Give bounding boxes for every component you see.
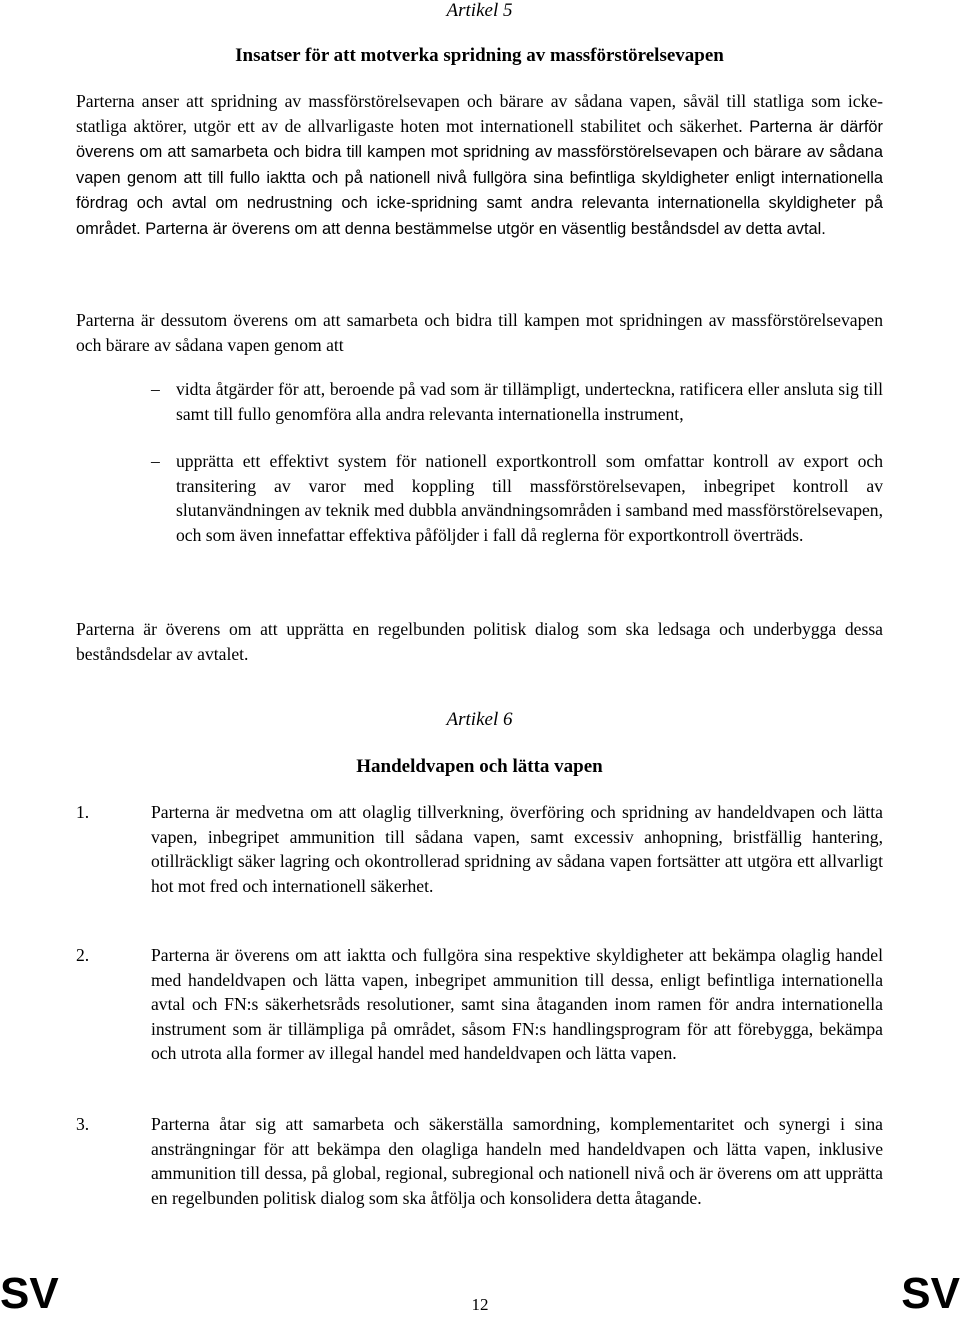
article-5-paragraph-2: Parterna är dessutom överens om att samarbeta och bidra till kampen mot spridningen av massförstörelsevapen och bärare av sådana vapen genom att xyxy=(76,310,883,355)
article-5-paragraph-3: Parterna är överens om att upprätta en regelbunden politisk dialog som ska ledsaga och underbygga dessa beståndsdelar av avtalet. xyxy=(76,619,883,664)
page-number: 12 xyxy=(471,1295,489,1314)
list-item xyxy=(76,449,883,547)
bullet-dash: – xyxy=(151,451,160,471)
article-6-heading: Handeldvapen och lätta vapen xyxy=(356,756,603,777)
article-5-paragraph-1-serif: Parterna anser att spridning av massförstörelsevapen och bärare av sådana vapen, såväl till statliga som icke-statliga aktörer, utgör ett av de allvarligaste hoten mot internationell stabilitet och säkerhet. xyxy=(76,91,883,136)
footer-language-code-left: SV xyxy=(0,1269,59,1318)
article-6-item-1 xyxy=(76,800,883,898)
item-text: Parterna är överens om att iaktta och fullgöra sina respektive skyldigheter att bekämpa olaglig handel med handeldvapen och lätta vapen, inbegripet ammunition till dessa, enligt befintliga internationella avtal och FN:s säkerhetsråds resolutioner, samt sina åtaganden inom ramen för andra internationella instrument som är tillämpliga på området, såsom FN:s handlingsprogram för att förebygga, bekämpa och utrota alla former av illegal handel med handeldvapen och lätta vapen. xyxy=(151,945,883,1063)
article-5-heading: Insatser för att motverka spridning av massförstörelsevapen xyxy=(235,45,724,66)
article-5-paragraph-1 xyxy=(76,89,883,241)
item-number: 3. xyxy=(76,1114,90,1134)
article-6-label: Artikel 6 xyxy=(446,709,513,730)
item-text: Parterna är medvetna om att olaglig tillverkning, överföring och spridning av handeldvapen och lätta vapen, inbegripet ammunition till sådana vapen, samt excessiv anhopning, bristfällig hantering, otillräckligt säker lagring och okontrollerad spridning av sådana vapen fortsätter att utgöra ett allvarligt hot mot fred och internationell säkerhet. xyxy=(151,802,883,896)
article-6-item-2 xyxy=(76,943,883,1066)
bullet-text: upprätta ett effektivt system för nationell exportkontroll som omfattar kontroll av export och transitering av varor med koppling till massförstörelsevapen, inbegripet kontroll av slutanvändningen av teknik med dubbla användningsområden i samband med massförstörelsevapen, och som även innefattar effektiva påföljder i fall då reglerna för exportkontroll överträds. xyxy=(176,451,883,545)
item-text: Parterna åtar sig att samarbeta och säkerställa samordning, komplementaritet och synergi i sina ansträngningar för att bekämpa den olagliga handeln med handeldvapen och lätta vapen, inklusive ammunition till dessa, på global, regional, subregional och nationell nivå och är överens om att upprätta en regelbunden politisk dialog som ska åtfölja och konsolidera detta åtagande. xyxy=(151,1114,883,1208)
article-5-bullet-list xyxy=(76,377,883,547)
item-number: 1. xyxy=(76,802,90,822)
article-6-item-3 xyxy=(76,1112,883,1210)
article-5-label: Artikel 5 xyxy=(446,0,513,21)
article-5-paragraph-1-sans: Parterna är därför överens om att samarbeta och bidra till kampen mot spridning av massförstörelsevapen och bärare av sådana vapen genom att till fullo iaktta och på nationell nivå fullgöra sina befintliga skyldigheter enligt internationella fördrag och avtal om nedrustning och icke-spridning samt andra relevanta internationella skyldigheter på området. Parterna är överens om att denna bestämmelse utgör en väsentlig beståndsdel av detta avtal. xyxy=(76,117,883,238)
bullet-dash: – xyxy=(151,379,160,399)
list-item xyxy=(76,377,883,426)
footer-language-code-right: SV xyxy=(901,1269,960,1318)
item-number: 2. xyxy=(76,945,90,965)
bullet-text: vidta åtgärder för att, beroende på vad som är tillämpligt, underteckna, ratificera eller ansluta sig till samt till fullo genomföra alla andra relevanta internationella instrument, xyxy=(176,379,883,424)
